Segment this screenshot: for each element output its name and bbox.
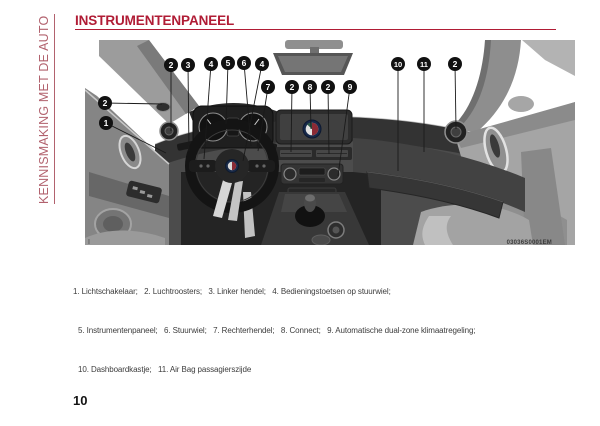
svg-text:2: 2 (168, 60, 174, 70)
figure-caption (73, 259, 475, 402)
left-air-vent (160, 122, 178, 140)
caption-line: 5. Instrumentenpaneel; 6. Stuurwiel; 7. Rechterhendel; 8. Connect; 9. Automatische dual-zone klimaatregeling; (78, 326, 476, 335)
svg-text:2: 2 (102, 98, 108, 108)
svg-text:2: 2 (325, 82, 331, 92)
svg-text:10: 10 (393, 60, 403, 69)
svg-text:1: 1 (103, 118, 109, 128)
svg-text:5: 5 (225, 58, 231, 68)
svg-text:2: 2 (289, 82, 295, 92)
svg-text:2: 2 (452, 59, 458, 69)
caption-line: 10. Dashboardkastje; 11. Air Bag passagierszijde (78, 365, 252, 374)
title-underline (75, 29, 556, 30)
svg-text:3: 3 (185, 60, 191, 70)
svg-text:11: 11 (420, 60, 428, 69)
dashboard-illustration (85, 40, 575, 245)
svg-text:9: 9 (347, 82, 353, 92)
caption-line: 1. Lichtschakelaar; 2. Luchtroosters; 3. Linker hendel; 4. Bedieningstoetsen op stuurwiel; (73, 287, 391, 296)
dashboard-figure (85, 40, 575, 245)
chapter-sidebar-label: KENNISMAKING MET DE AUTO (37, 14, 55, 204)
svg-text:4: 4 (208, 59, 214, 69)
connect-screen (276, 110, 352, 144)
rearview-mirror (273, 40, 353, 75)
figure-number: I (88, 239, 90, 246)
climate-controls (281, 164, 343, 184)
right-door-mirror (508, 96, 534, 112)
page-title: INSTRUMENTENPANEEL (75, 13, 235, 28)
svg-text:8: 8 (307, 82, 313, 92)
page-number: 10 (73, 393, 88, 408)
svg-text:4: 4 (259, 59, 265, 69)
svg-text:7: 7 (265, 82, 271, 92)
figure-code: 03036S0001EM (506, 240, 552, 246)
svg-text:6: 6 (241, 58, 247, 68)
